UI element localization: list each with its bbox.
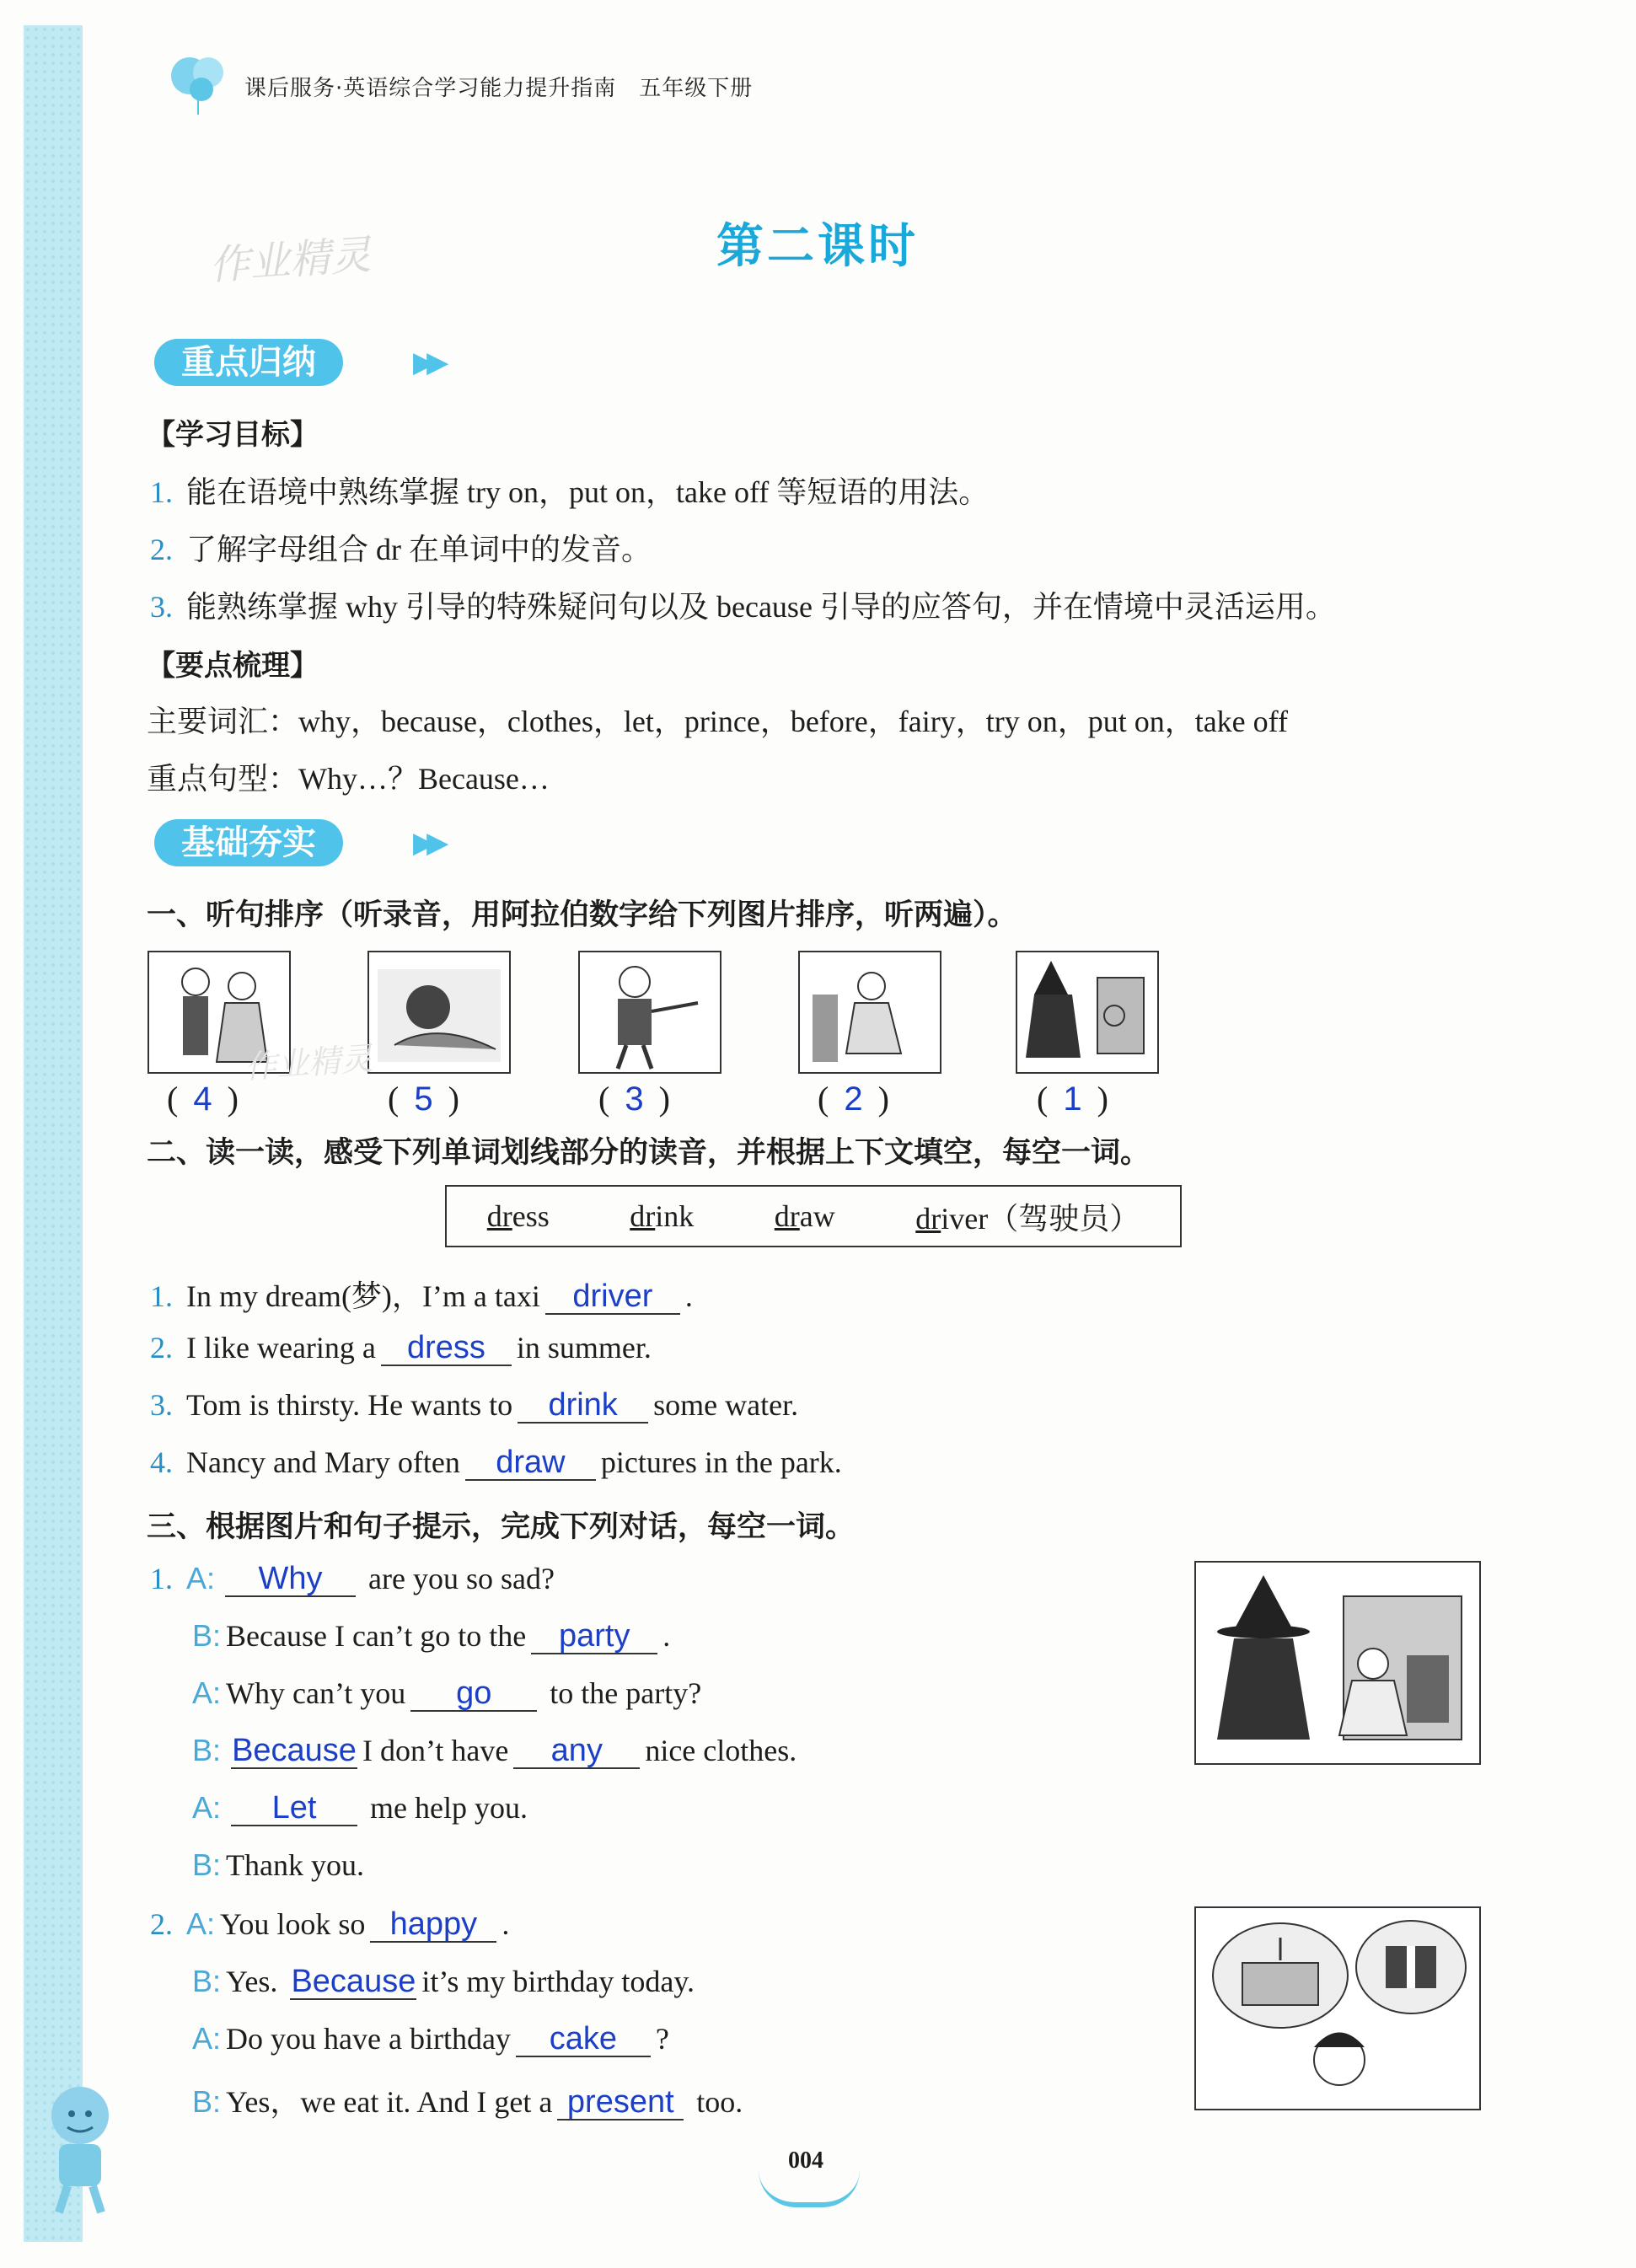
dialog-line: B: Because I don’t have any nice clothes. <box>192 1733 797 1768</box>
fill-item: 2. I like wearing a dress in summer. <box>150 1330 652 1365</box>
dialog-line: 2. A: You look so happy . <box>150 1906 510 1942</box>
watermark: 作业精灵 <box>207 231 373 290</box>
dialog-line: B: Yes，we eat it. And I get a present too. <box>192 2084 743 2120</box>
section-badge-basics: 基础夯实 <box>154 819 343 866</box>
page-title: 第二课时 <box>716 219 919 274</box>
dialog-line: A: Why can’t you go to the party? <box>192 1676 702 1711</box>
goal-item: 2. 了解字母组合 dr 在单词中的发音。 <box>150 533 652 566</box>
order-answer: ( 1 ) <box>1037 1080 1108 1118</box>
goal-item: 3. 能熟练掌握 why 引导的特殊疑问句以及 because 引导的应答句，并在情境中灵活运用。 <box>150 590 1336 624</box>
page-number: 004 <box>788 2147 823 2174</box>
question-3-heading: 三、根据图片和句子提示，完成下列对话，每空一词。 <box>147 1510 856 1544</box>
answer-blank: Let <box>231 1791 357 1826</box>
dialog-line: A: Do you have a birthday cake ? <box>192 2021 669 2056</box>
word-drink: drink <box>630 1199 695 1233</box>
answer-blank: go <box>410 1676 537 1712</box>
running-header: 课后服务·英语综合学习能力提升指南 五年级下册 <box>244 76 754 101</box>
picture-girl-sleeping <box>367 951 511 1074</box>
answer-blank: drink <box>518 1388 648 1424</box>
answer-blank: happy <box>370 1907 496 1943</box>
answer-blank: driver <box>545 1279 680 1315</box>
sentence-pattern-line: 重点句型：Why…？Because… <box>147 762 550 796</box>
decorative-curve <box>759 2170 860 2207</box>
word-driver: driver（驾驶员） <box>915 1201 1140 1236</box>
picture-boy-running <box>578 951 721 1074</box>
dialog-line: 1. A: Why are you so sad? <box>150 1561 555 1596</box>
fill-item: 4. Nancy and Mary often draw pictures in the park. <box>150 1445 842 1480</box>
dialog-line: B: Yes. Because it’s my birthday today. <box>192 1964 695 1999</box>
answer-blank: any <box>513 1734 640 1769</box>
answer-blank: cake <box>516 2022 651 2057</box>
picture-birthday-boy <box>1194 1906 1481 2110</box>
picture-witch-and-cinderella <box>1194 1561 1481 1765</box>
dialog-line: B: Thank you. <box>192 1847 364 1882</box>
goal-item: 1. 能在语境中熟练掌握 try on，put on，take off 等短语的用法。 <box>150 475 990 509</box>
watermark: 作业精灵 <box>243 1039 374 1086</box>
picture-girl-dancing <box>798 951 941 1074</box>
answer-blank: Because <box>232 1733 357 1768</box>
answer-blank: Why <box>225 1562 356 1597</box>
answer-blank: present <box>557 2085 684 2121</box>
picture-witch-and-girl <box>1016 951 1159 1074</box>
answer-blank: draw <box>465 1445 596 1481</box>
balloon-logo-icon <box>164 49 236 116</box>
cartoon-boy-icon <box>34 2073 126 2217</box>
word-dress: dress <box>486 1199 550 1233</box>
goals-heading: 【学习目标】 <box>147 418 319 452</box>
decorative-sidebar <box>24 25 83 2242</box>
word-draw: draw <box>774 1199 835 1233</box>
double-arrow-icon: ▶▶ <box>413 347 441 378</box>
dialog-line: A: Let me help you. <box>192 1790 528 1826</box>
fill-item: 1. In my dream(梦)，I’m a taxi driver . <box>150 1279 693 1314</box>
order-answer: ( 5 ) <box>388 1080 459 1118</box>
order-answer: ( 2 ) <box>818 1080 889 1118</box>
double-arrow-icon: ▶▶ <box>413 828 441 859</box>
answer-blank: Because <box>291 1964 416 1999</box>
question-2-heading: 二、读一读，感受下列单词划线部分的读音，并根据上下文填空，每空一词。 <box>147 1136 1151 1170</box>
dialog-line: B: Because I can’t go to the party . <box>192 1618 671 1654</box>
section-badge-key-points: 重点归纳 <box>154 339 343 386</box>
question-1-heading: 一、听句排序（听录音，用阿拉伯数字给下列图片排序，听两遍）。 <box>147 898 1017 932</box>
points-heading: 【要点梳理】 <box>147 649 319 683</box>
answer-blank: dress <box>381 1331 512 1366</box>
fill-item: 3. Tom is thirsty. He wants to drink some water. <box>150 1387 799 1423</box>
vocab-line: 主要词汇：why，because，clothes，let，prince，before，fairy，try on，put on，take off <box>147 705 1288 738</box>
order-answer: ( 3 ) <box>598 1080 670 1118</box>
order-answer: ( 4 ) <box>167 1080 239 1118</box>
word-box <box>445 1185 1182 1247</box>
answer-blank: party <box>531 1619 657 1654</box>
